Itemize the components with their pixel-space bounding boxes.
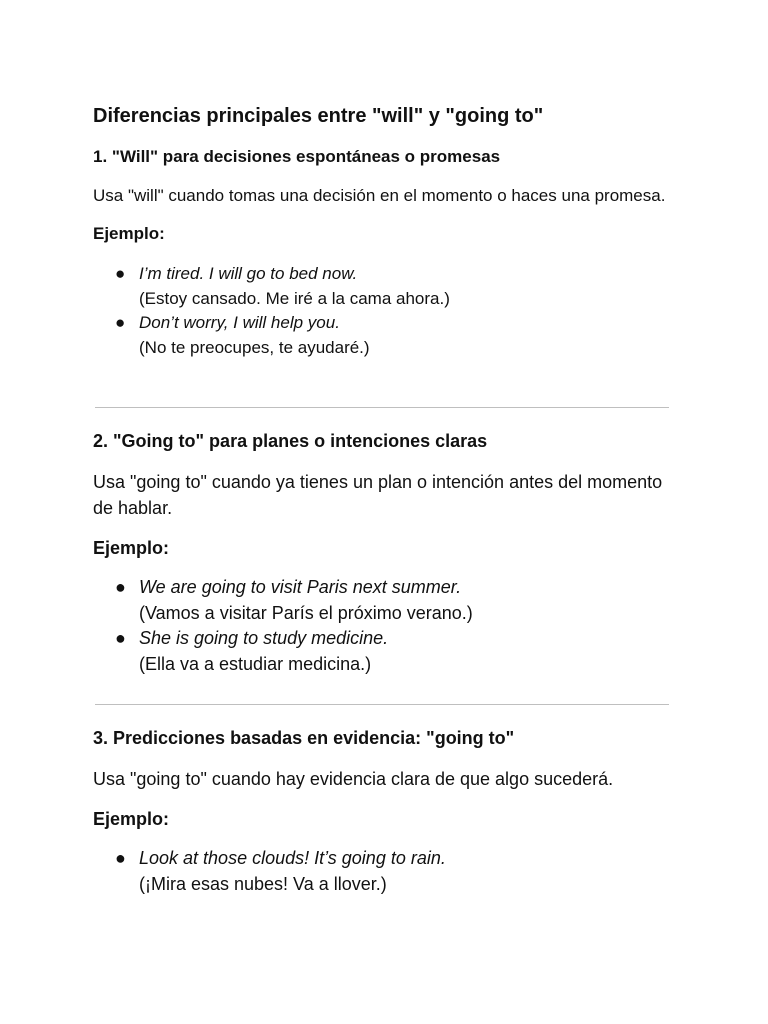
- example-list: [93, 262, 673, 360]
- example-spanish: (Estoy cansado. Me iré a la cama ahora.): [139, 288, 450, 308]
- example-english: Look at those clouds! It’s going to rain.: [139, 848, 446, 868]
- section-going-to-plans: [93, 429, 673, 677]
- example-english: We are going to visit Paris next summer.: [139, 577, 462, 597]
- example-label: Ejemplo:: [93, 809, 170, 829]
- section-description: Usa "going to" cuando ya tienes un plan o intención antes del momento de hablar.: [93, 472, 663, 518]
- example-english: I’m tired. I will go to bed now.: [139, 264, 358, 283]
- section-going-to-predictions: [93, 726, 673, 897]
- section-heading: 3. Predicciones basadas en evidencia: "going to": [93, 728, 515, 748]
- example-list: [93, 846, 673, 897]
- section-heading: 1. "Will" para decisiones espontáneas o promesas: [93, 147, 501, 166]
- section-will-decisions: [93, 145, 673, 360]
- list-item: [93, 575, 673, 626]
- example-english: She is going to study medicine.: [139, 628, 389, 648]
- bullet-icon: ●: [115, 313, 126, 332]
- list-item: [93, 626, 673, 677]
- example-english: Don’t worry, I will help you.: [139, 313, 340, 332]
- example-label: Ejemplo:: [93, 224, 165, 243]
- example-spanish: (Vamos a visitar París el próximo verano.): [139, 602, 473, 623]
- bullet-icon: ●: [115, 628, 126, 648]
- bullet-icon: ●: [115, 848, 126, 868]
- example-list: [93, 575, 673, 677]
- list-item: [93, 846, 673, 897]
- bullet-icon: ●: [115, 577, 126, 597]
- section-description: Usa "will" cuando tomas una decisión en el momento o haces una promesa.: [93, 186, 666, 205]
- example-spanish: (¡Mira esas nubes! Va a llover.): [139, 873, 387, 894]
- list-item: [93, 262, 673, 311]
- section-divider: [95, 407, 669, 408]
- list-item: [93, 311, 673, 360]
- section-heading: 2. "Going to" para planes o intenciones claras: [93, 431, 488, 451]
- document-title: Diferencias principales entre "will" y "going to": [93, 105, 544, 127]
- example-label: Ejemplo:: [93, 538, 170, 558]
- bullet-icon: ●: [115, 264, 126, 283]
- example-spanish: (No te preocupes, te ayudaré.): [139, 337, 370, 357]
- section-divider: [95, 704, 669, 705]
- example-spanish: (Ella va a estudiar medicina.): [139, 653, 372, 674]
- section-description: Usa "going to" cuando hay evidencia clara de que algo sucederá.: [93, 769, 614, 789]
